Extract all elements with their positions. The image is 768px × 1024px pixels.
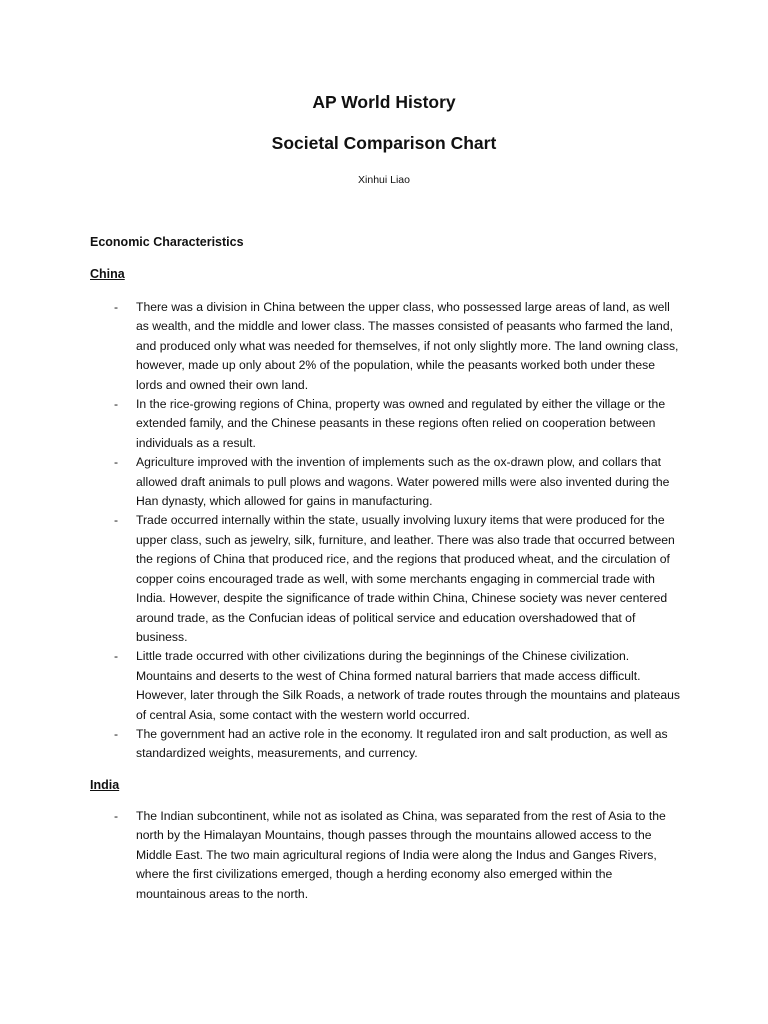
- dash-marker: -: [114, 809, 119, 823]
- list-item: [0, 725, 682, 764]
- dash-marker: -: [114, 649, 119, 664]
- india-bullet-list: [0, 807, 768, 904]
- dash-marker: -: [114, 726, 119, 741]
- list-item: [0, 298, 682, 395]
- document-title: AP World History: [312, 92, 456, 112]
- list-item: [0, 511, 682, 647]
- dash-marker: -: [114, 455, 119, 470]
- bullet-text: The Indian subcontinent, while not as isolated as China, was separated from the rest of Asia to the north by the Himalayan Mountains, though passes through the mountains allowed access to the Middle East. The two main agricultural regions of India were along the Indus and Ganges Rivers, where the first civilizations emerged, though a herding economy also emerged within the mountainous areas to the north.: [136, 809, 666, 901]
- list-item: [0, 647, 682, 725]
- dash-marker: -: [114, 513, 119, 528]
- list-item: [0, 395, 682, 453]
- section-heading-economic: Economic Characteristics: [90, 235, 244, 249]
- dash-marker: -: [114, 300, 119, 314]
- list-item: [0, 807, 682, 904]
- dash-marker: -: [114, 397, 119, 412]
- subheading-china: China: [90, 267, 125, 281]
- document-subtitle: Societal Comparison Chart: [271, 133, 497, 153]
- bullet-text: The government had an active role in the economy. It regulated iron and salt production, as well as standardized weights, measurements, and currency.: [136, 726, 668, 761]
- bullet-text: Agriculture improved with the invention of implements such as the ox-drawn plow, and collars that allowed draft animals to pull plows and wagons. Water powered mills were also invented during the Han dynasty, which allowed for gains in manufacturing.: [136, 455, 670, 509]
- bullet-text: In the rice-growing regions of China, property was owned and regulated by either the village or the extended family, and the Chinese peasants in these regions often relied on cooperation between individuals as a result.: [136, 397, 666, 450]
- subheading-india: India: [90, 778, 120, 792]
- china-bullet-list: [0, 298, 768, 764]
- list-item: [0, 453, 682, 511]
- author-name: Xinhui Liao: [358, 174, 410, 186]
- bullet-text: There was a division in China between the upper class, who possessed large areas of land, as well as wealth, and the middle and lower class. The masses consisted of peasants who farmed the land, and produced only what was needed for themselves, if not only slightly more. The land owning class, however, made up only about 2% of the population, while the peasants worked both under these lords and owned their own land.: [136, 300, 679, 392]
- bullet-text: Trade occurred internally within the state, usually involving luxury items that were produced for the upper class, such as jewelry, silk, furniture, and leather. There was also trade that occurred between the regions of China that produced rice, and the regions that produced wheat, and the circulation of copper coins encouraged trade as well, with some merchants engaging in commercial trade with India. However, despite the significance of trade within China, Chinese society was never centered around trade, as the Confucian ideas of political service and education overshadowed that of business.: [136, 513, 675, 644]
- bullet-text: Little trade occurred with other civilizations during the beginnings of the Chinese civilization. Mountains and deserts to the west of China formed natural barriers that made access difficult. However, later through the Silk Roads, a network of trade routes through the mountains and plateaus of central Asia, some contact with the western world occurred.: [136, 649, 681, 722]
